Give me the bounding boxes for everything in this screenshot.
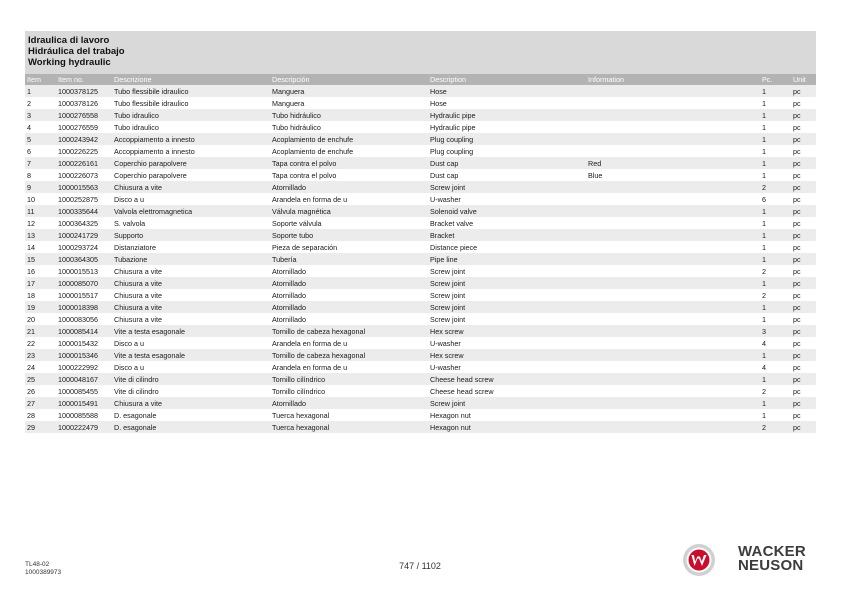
cell-pc: 2 [760,421,791,433]
table-row [25,133,816,145]
cell-unit: pc [791,217,816,229]
cell-pc: 1 [760,241,791,253]
cell-descripcion: Tubo hidráulico [270,121,428,133]
cell-information [586,325,760,337]
cell-information [586,361,760,373]
cell-item-no: 1000015491 [56,397,112,409]
cell-information [586,217,760,229]
cell-item: 20 [25,313,56,325]
cell-item: 29 [25,421,56,433]
cell-unit: pc [791,313,816,325]
cell-item: 18 [25,289,56,301]
cell-item-no: 1000015563 [56,181,112,193]
cell-information [586,301,760,313]
col-header-item: Item [25,74,56,85]
cell-item-no: 1000226225 [56,145,112,157]
cell-description: Dust cap [428,169,586,181]
title-italian: Idraulica di lavoro [28,35,110,46]
table-row [25,193,816,205]
cell-pc: 4 [760,361,791,373]
cell-unit: pc [791,181,816,193]
table-row [25,385,816,397]
cell-descripcion: Manguera [270,97,428,109]
cell-information [586,133,760,145]
col-header-pc: Pc. [760,74,791,85]
cell-pc: 1 [760,229,791,241]
cell-pc: 1 [760,397,791,409]
cell-item: 6 [25,145,56,157]
cell-unit: pc [791,265,816,277]
cell-item: 17 [25,277,56,289]
cell-unit: pc [791,193,816,205]
cell-unit: pc [791,121,816,133]
cell-descrizione: Chiusura a vite [112,397,270,409]
cell-unit: pc [791,409,816,421]
cell-description: Bracket valve [428,217,586,229]
table-row [25,409,816,421]
cell-descripcion: Atornillado [270,301,428,313]
cell-descrizione: D. esagonale [112,409,270,421]
cell-descrizione: Tubo idraulico [112,109,270,121]
cell-description: Screw joint [428,181,586,193]
cell-item-no: 1000226073 [56,169,112,181]
cell-item-no: 1000335644 [56,205,112,217]
table-row [25,157,816,169]
cell-item-no: 1000015513 [56,265,112,277]
cell-information [586,205,760,217]
cell-description: Cheese head screw [428,373,586,385]
doc-code: TL48-02 [25,561,50,568]
cell-descrizione: Tubo idraulico [112,121,270,133]
cell-information [586,121,760,133]
cell-unit: pc [791,277,816,289]
cell-item: 15 [25,253,56,265]
cell-pc: 1 [760,373,791,385]
cell-information [586,313,760,325]
cell-unit: pc [791,241,816,253]
cell-description: Hose [428,97,586,109]
cell-descrizione: Coperchio parapolvere [112,169,270,181]
cell-item-no: 1000222992 [56,361,112,373]
wacker-neuson-logo-icon [682,543,716,577]
cell-descrizione: Disco a u [112,361,270,373]
table-row [25,289,816,301]
table-row [25,85,816,97]
table-row [25,313,816,325]
cell-unit: pc [791,85,816,97]
cell-descrizione: Chiusura a vite [112,313,270,325]
cell-item: 14 [25,241,56,253]
table-row [25,169,816,181]
cell-unit: pc [791,229,816,241]
cell-descrizione: Chiusura a vite [112,289,270,301]
cell-pc: 2 [760,265,791,277]
cell-pc: 1 [760,169,791,181]
cell-descrizione: Vite di cilindro [112,385,270,397]
cell-information [586,97,760,109]
cell-item: 9 [25,181,56,193]
table-row [25,277,816,289]
cell-descrizione: Tubo flessibile idraulico [112,85,270,97]
cell-pc: 4 [760,337,791,349]
cell-pc: 1 [760,253,791,265]
cell-information [586,337,760,349]
cell-unit: pc [791,361,816,373]
cell-descripcion: Atornillado [270,397,428,409]
cell-information [586,277,760,289]
cell-information [586,181,760,193]
table-row [25,121,816,133]
table-row [25,337,816,349]
cell-unit: pc [791,289,816,301]
table-row [25,205,816,217]
table-row [25,181,816,193]
col-header-descrizione: Descrizione [112,74,270,85]
table-row [25,109,816,121]
cell-item-no: 1000085414 [56,325,112,337]
cell-item-no: 1000378125 [56,85,112,97]
brand-line-1: WACKER [738,543,806,560]
table-row [25,265,816,277]
col-header-unit: Unit [791,74,816,85]
table-row [25,241,816,253]
table-row [25,217,816,229]
cell-item: 19 [25,301,56,313]
cell-description: Plug coupling [428,133,586,145]
cell-descripcion: Atornillado [270,265,428,277]
cell-descripcion: Tuerca hexagonal [270,409,428,421]
cell-descrizione: Accoppiamento a innesto [112,133,270,145]
cell-information [586,397,760,409]
cell-descripcion: Arandela en forma de u [270,361,428,373]
cell-information [586,109,760,121]
cell-item: 2 [25,97,56,109]
cell-pc: 1 [760,145,791,157]
cell-description: Solenoid valve [428,205,586,217]
cell-descrizione: Supporto [112,229,270,241]
cell-descrizione: Disco a u [112,337,270,349]
cell-description: Hose [428,85,586,97]
table-header-row [25,74,816,85]
col-header-descripcion: Descripción [270,74,428,85]
cell-item-no: 1000252875 [56,193,112,205]
cell-item: 27 [25,397,56,409]
table-row [25,361,816,373]
cell-item-no: 1000048167 [56,373,112,385]
table-row [25,325,816,337]
cell-item: 1 [25,85,56,97]
cell-item: 7 [25,157,56,169]
cell-pc: 1 [760,409,791,421]
cell-descripcion: Atornillado [270,289,428,301]
table-row [25,373,816,385]
cell-information: Blue [586,169,760,181]
cell-item: 5 [25,133,56,145]
cell-unit: pc [791,253,816,265]
cell-description: Dust cap [428,157,586,169]
cell-pc: 1 [760,313,791,325]
cell-description: Hydraulic pipe [428,121,586,133]
cell-information [586,373,760,385]
cell-descripcion: Soporte tubo [270,229,428,241]
cell-unit: pc [791,397,816,409]
cell-pc: 1 [760,217,791,229]
cell-description: U-washer [428,193,586,205]
cell-pc: 2 [760,289,791,301]
cell-description: Screw joint [428,277,586,289]
cell-information [586,409,760,421]
cell-item-no: 1000015432 [56,337,112,349]
cell-description: Screw joint [428,265,586,277]
cell-unit: pc [791,349,816,361]
cell-descrizione: D. esagonale [112,421,270,433]
cell-information [586,421,760,433]
cell-descripcion: Atornillado [270,277,428,289]
cell-descripcion: Atornillado [270,313,428,325]
parts-table [25,74,816,433]
cell-descrizione: Valvola elettromagnetica [112,205,270,217]
cell-unit: pc [791,301,816,313]
cell-description: Bracket [428,229,586,241]
page-number: 747 / 1102 [399,561,441,571]
cell-information [586,385,760,397]
table-body [25,85,816,433]
cell-item: 26 [25,385,56,397]
table-row [25,229,816,241]
cell-descrizione: S. valvola [112,217,270,229]
cell-description: Hex screw [428,349,586,361]
cell-unit: pc [791,373,816,385]
cell-description: Hex screw [428,325,586,337]
cell-item-no: 1000364305 [56,253,112,265]
cell-unit: pc [791,109,816,121]
cell-pc: 1 [760,157,791,169]
cell-unit: pc [791,325,816,337]
cell-description: Screw joint [428,397,586,409]
brand-line-2: NEUSON [738,557,804,574]
cell-unit: pc [791,337,816,349]
cell-unit: pc [791,385,816,397]
cell-description: Hydraulic pipe [428,109,586,121]
col-header-description: Description [428,74,586,85]
cell-descripcion: Manguera [270,85,428,97]
cell-descrizione: Chiusura a vite [112,301,270,313]
cell-information [586,349,760,361]
cell-pc: 6 [760,193,791,205]
cell-item: 16 [25,265,56,277]
cell-information: Red [586,157,760,169]
cell-descripcion: Tornillo de cabeza hexagonal [270,349,428,361]
cell-descrizione: Chiusura a vite [112,277,270,289]
cell-descripcion: Arandela en forma de u [270,337,428,349]
cell-item: 22 [25,337,56,349]
cell-description: Distance piece [428,241,586,253]
col-header-information: Information [586,74,760,85]
cell-item-no: 1000276558 [56,109,112,121]
cell-item-no: 1000222479 [56,421,112,433]
cell-descripcion: Tornillo cilíndrico [270,385,428,397]
cell-information [586,85,760,97]
cell-item: 25 [25,373,56,385]
cell-descripcion: Tornillo de cabeza hexagonal [270,325,428,337]
cell-information [586,145,760,157]
cell-descripcion: Arandela en forma de u [270,193,428,205]
cell-descripcion: Tubo hidráulico [270,109,428,121]
cell-descrizione: Accoppiamento a innesto [112,145,270,157]
cell-item-no: 1000243942 [56,133,112,145]
cell-description: Pipe line [428,253,586,265]
cell-item: 4 [25,121,56,133]
cell-item-no: 1000015346 [56,349,112,361]
cell-descripcion: Atornillado [270,181,428,193]
cell-pc: 2 [760,181,791,193]
cell-information [586,253,760,265]
cell-unit: pc [791,157,816,169]
cell-item-no: 1000226161 [56,157,112,169]
cell-item-no: 1000241729 [56,229,112,241]
cell-item-no: 1000085455 [56,385,112,397]
cell-descripcion: Acoplamiento de enchufe [270,133,428,145]
brand-wordmark [738,545,806,573]
cell-item: 21 [25,325,56,337]
cell-descripcion: Tuerca hexagonal [270,421,428,433]
cell-descripcion: Tapa contra el polvo [270,169,428,181]
cell-information [586,193,760,205]
cell-descrizione: Distanziatore [112,241,270,253]
title-spanish: Hidráulica del trabajo [28,46,125,57]
table-row [25,145,816,157]
cell-item-no: 1000085588 [56,409,112,421]
cell-information [586,229,760,241]
cell-item-no: 1000018398 [56,301,112,313]
cell-pc: 1 [760,121,791,133]
cell-pc: 3 [760,325,791,337]
cell-item: 8 [25,169,56,181]
table-row [25,253,816,265]
col-header-item-no: Item no. [56,74,112,85]
table-row [25,397,816,409]
table-row [25,421,816,433]
table-row [25,97,816,109]
cell-description: Screw joint [428,313,586,325]
doc-number: 1000389973 [25,568,62,576]
cell-descrizione: Disco a u [112,193,270,205]
cell-item: 12 [25,217,56,229]
cell-descrizione: Tubazione [112,253,270,265]
cell-pc: 1 [760,97,791,109]
cell-descrizione: Tubo flessibile idraulico [112,97,270,109]
footer-doc-code [25,561,61,576]
cell-descripcion: Tornillo cilíndrico [270,373,428,385]
cell-information [586,265,760,277]
cell-item: 23 [25,349,56,361]
cell-item: 3 [25,109,56,121]
cell-item-no: 1000378126 [56,97,112,109]
cell-descrizione: Vite di cilindro [112,373,270,385]
cell-descripcion: Soporte válvula [270,217,428,229]
cell-descrizione: Vite a testa esagonale [112,325,270,337]
table-row [25,301,816,313]
cell-item: 11 [25,205,56,217]
cell-unit: pc [791,145,816,157]
cell-item-no: 1000276559 [56,121,112,133]
cell-information [586,289,760,301]
cell-descrizione: Chiusura a vite [112,181,270,193]
cell-pc: 1 [760,301,791,313]
cell-item-no: 1000085070 [56,277,112,289]
cell-pc: 1 [760,277,791,289]
cell-pc: 1 [760,85,791,97]
cell-descripcion: Acoplamiento de enchufe [270,145,428,157]
cell-unit: pc [791,421,816,433]
cell-unit: pc [791,133,816,145]
table-row [25,349,816,361]
cell-description: Hexagon nut [428,421,586,433]
cell-item-no: 1000015517 [56,289,112,301]
cell-descripcion: Tubería [270,253,428,265]
cell-descripcion: Pieza de separación [270,241,428,253]
cell-item: 10 [25,193,56,205]
cell-item: 13 [25,229,56,241]
cell-item: 28 [25,409,56,421]
cell-description: U-washer [428,337,586,349]
cell-unit: pc [791,97,816,109]
cell-pc: 1 [760,109,791,121]
cell-description: Screw joint [428,289,586,301]
cell-description: Screw joint [428,301,586,313]
cell-description: Plug coupling [428,145,586,157]
cell-pc: 1 [760,205,791,217]
cell-description: Hexagon nut [428,409,586,421]
cell-item: 24 [25,361,56,373]
cell-pc: 1 [760,133,791,145]
section-header [25,31,816,74]
cell-description: U-washer [428,361,586,373]
cell-unit: pc [791,169,816,181]
cell-description: Cheese head screw [428,385,586,397]
cell-pc: 1 [760,349,791,361]
cell-descrizione: Coperchio parapolvere [112,157,270,169]
cell-item-no: 1000364325 [56,217,112,229]
cell-item-no: 1000293724 [56,241,112,253]
cell-descrizione: Vite a testa esagonale [112,349,270,361]
cell-item-no: 1000083056 [56,313,112,325]
title-english: Working hydraulic [28,57,111,68]
cell-descripcion: Tapa contra el polvo [270,157,428,169]
cell-unit: pc [791,205,816,217]
cell-information [586,241,760,253]
cell-pc: 2 [760,385,791,397]
cell-descrizione: Chiusura a vite [112,265,270,277]
cell-descripcion: Válvula magnética [270,205,428,217]
